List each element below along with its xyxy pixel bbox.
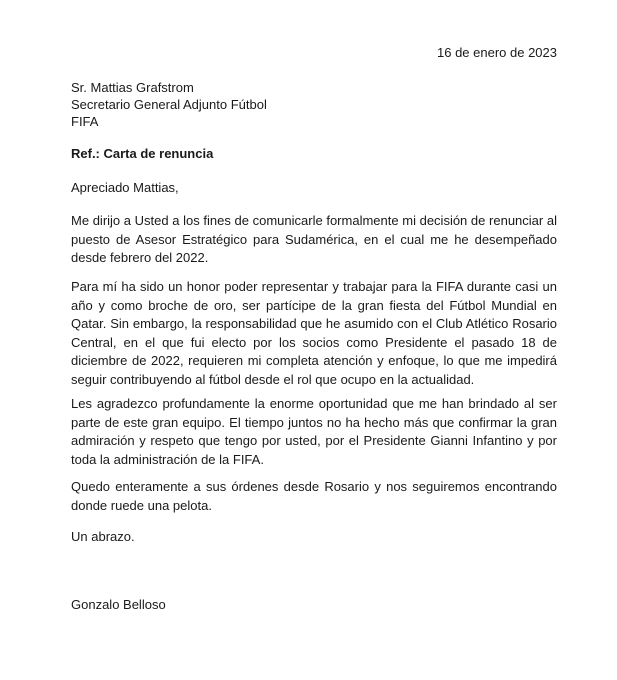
letter-date: 16 de enero de 2023 bbox=[437, 45, 557, 60]
signature-name: Gonzalo Belloso bbox=[71, 597, 166, 612]
recipient-name: Sr. Mattias Grafstrom bbox=[71, 80, 194, 95]
body-paragraph-2: Para mí ha sido un honor poder representar y trabajar para la FIFA durante casi un año y como broche de oro, ser partícipe de la gran fiesta del Fútbol Mundial en Qatar. Sin embargo, la responsabilidad que he asumido con el Club Atlético Rosario Central, en el que fui electo por los socios como Presidente el pasado 18 de diciembre de 2022, requieren mi completa atención y enfoque, lo que me impedirá seguir contribuyendo al fútbol desde el rol que ocupo en la actualidad. bbox=[71, 279, 557, 387]
recipient-org: FIFA bbox=[71, 114, 99, 129]
reference-line: Ref.: Carta de renuncia bbox=[71, 146, 214, 161]
body-paragraph-1: Me dirijo a Usted a los fines de comunicarle formalmente mi decisión de renunciar al puesto de Asesor Estratégico para Sudamérica, en el cual me he desempeñado desde febrero del 2022. bbox=[71, 213, 557, 265]
closing-line: Un abrazo. bbox=[71, 529, 135, 544]
body-paragraph-4: Quedo enteramente a sus órdenes desde Rosario y nos seguiremos encontrando donde ruede una pelota. bbox=[71, 479, 557, 513]
body-paragraph-3: Les agradezco profundamente la enorme oportunidad que me han brindado al ser parte de este gran equipo. El tiempo juntos no ha hecho más que confirmar la gran admiración y respeto que tengo por usted, por el Presidente Gianni Infantino y por toda la administración de la FIFA. bbox=[71, 396, 557, 467]
recipient-block bbox=[71, 79, 267, 130]
greeting: Apreciado Mattias, bbox=[71, 180, 179, 195]
recipient-title: Secretario General Adjunto Fútbol bbox=[71, 97, 267, 112]
